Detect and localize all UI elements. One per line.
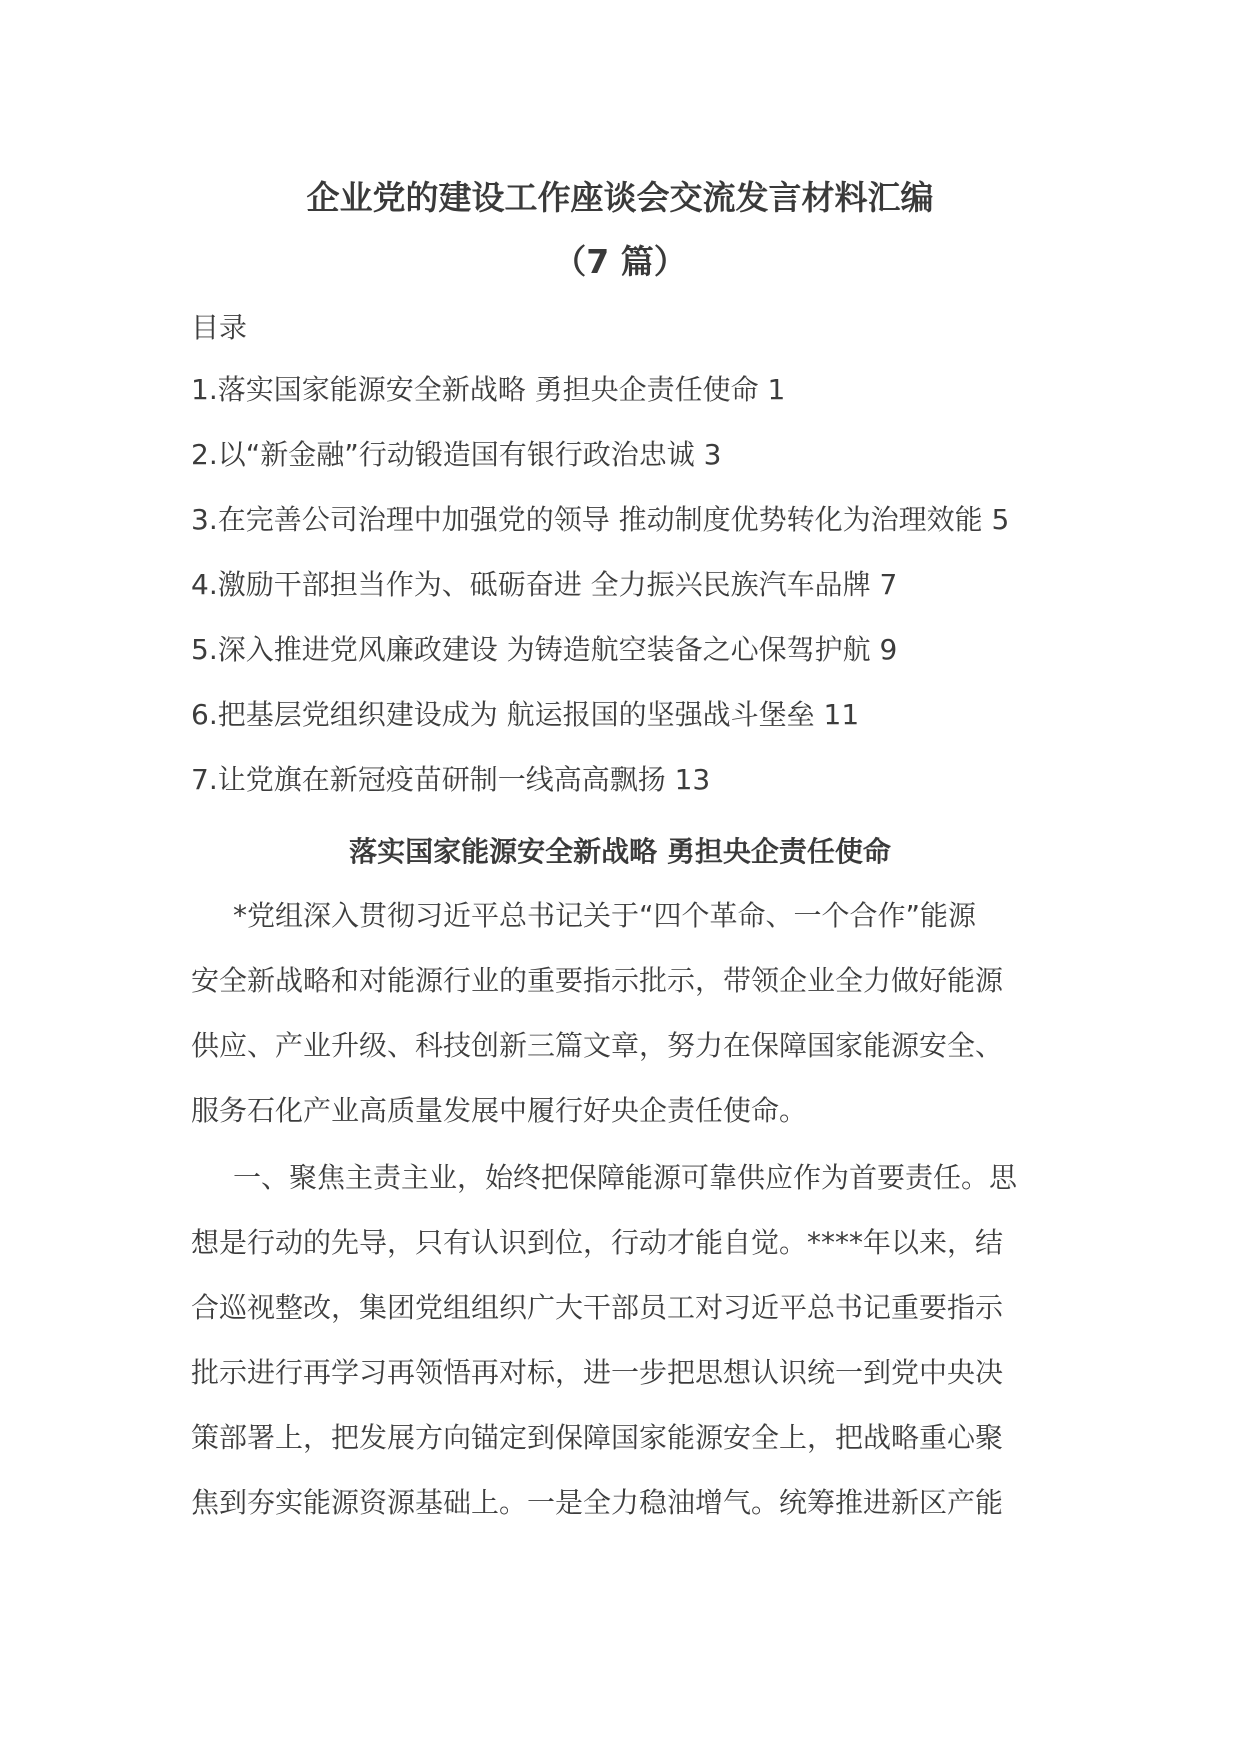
paragraph-line: 策部署上，把发展方向锚定到保障国家能源安全上，把战略重心聚	[191, 1421, 1004, 1454]
paragraph-line: 批示进行再学习再领悟再对标，进一步把思想认识统一到党中央决	[191, 1356, 1004, 1389]
section-title: 落实国家能源安全新战略 勇担央企责任使命	[349, 835, 891, 868]
body-paragraph	[191, 1160, 1051, 1550]
paragraph-line: 供应、产业升级、科技创新三篇文章，努力在保障国家能源安全、	[191, 1029, 1004, 1062]
toc-item: 3.在完善公司治理中加强党的领导 推动制度优势转化为治理效能 5	[191, 503, 1010, 536]
toc-item: 2.以“新金融”行动锻造国有银行政治忠诚 3	[191, 438, 722, 471]
toc-item: 4.激励干部担当作为、砥砺奋进 全力振兴民族汽车品牌 7	[191, 568, 898, 601]
paragraph-line: 合巡视整改，集团党组组织广大干部员工对习近平总书记重要指示	[191, 1291, 1004, 1324]
document-subtitle: （7 篇）	[553, 242, 687, 281]
paragraph-line: 安全新战略和对能源行业的重要指示批示，带领企业全力做好能源	[191, 964, 1004, 997]
paragraph-line: 焦到夯实能源资源基础上。一是全力稳油增气。统筹推进新区产能	[191, 1486, 1004, 1519]
toc-item: 5.深入推进党风廉政建设 为铸造航空装备之心保驾护航 9	[191, 633, 898, 666]
document-title: 企业党的建设工作座谈会交流发言材料汇编	[306, 178, 934, 217]
toc-item: 1.落实国家能源安全新战略 勇担央企责任使命 1	[191, 373, 786, 406]
body-paragraph	[191, 898, 1051, 1158]
table-of-contents	[191, 372, 1009, 827]
paragraph-line: *党组深入贯彻习近平总书记关于“四个革命、一个合作”能源	[233, 899, 977, 932]
paragraph-line: 一、聚焦主责主业，始终把保障能源可靠供应作为首要责任。思	[233, 1161, 1018, 1194]
paragraph-line: 服务石化产业高质量发展中履行好央企责任使命。	[191, 1094, 808, 1127]
toc-item: 6.把基层党组织建设成为 航运报国的坚强战斗堡垒 11	[191, 698, 860, 731]
paragraph-line: 想是行动的先导，只有认识到位，行动才能自觉。****年以来，结	[191, 1226, 1004, 1259]
toc-item: 7.让党旗在新冠疫苗研制一线高高飘扬 13	[191, 763, 711, 796]
toc-heading: 目录	[191, 311, 248, 344]
